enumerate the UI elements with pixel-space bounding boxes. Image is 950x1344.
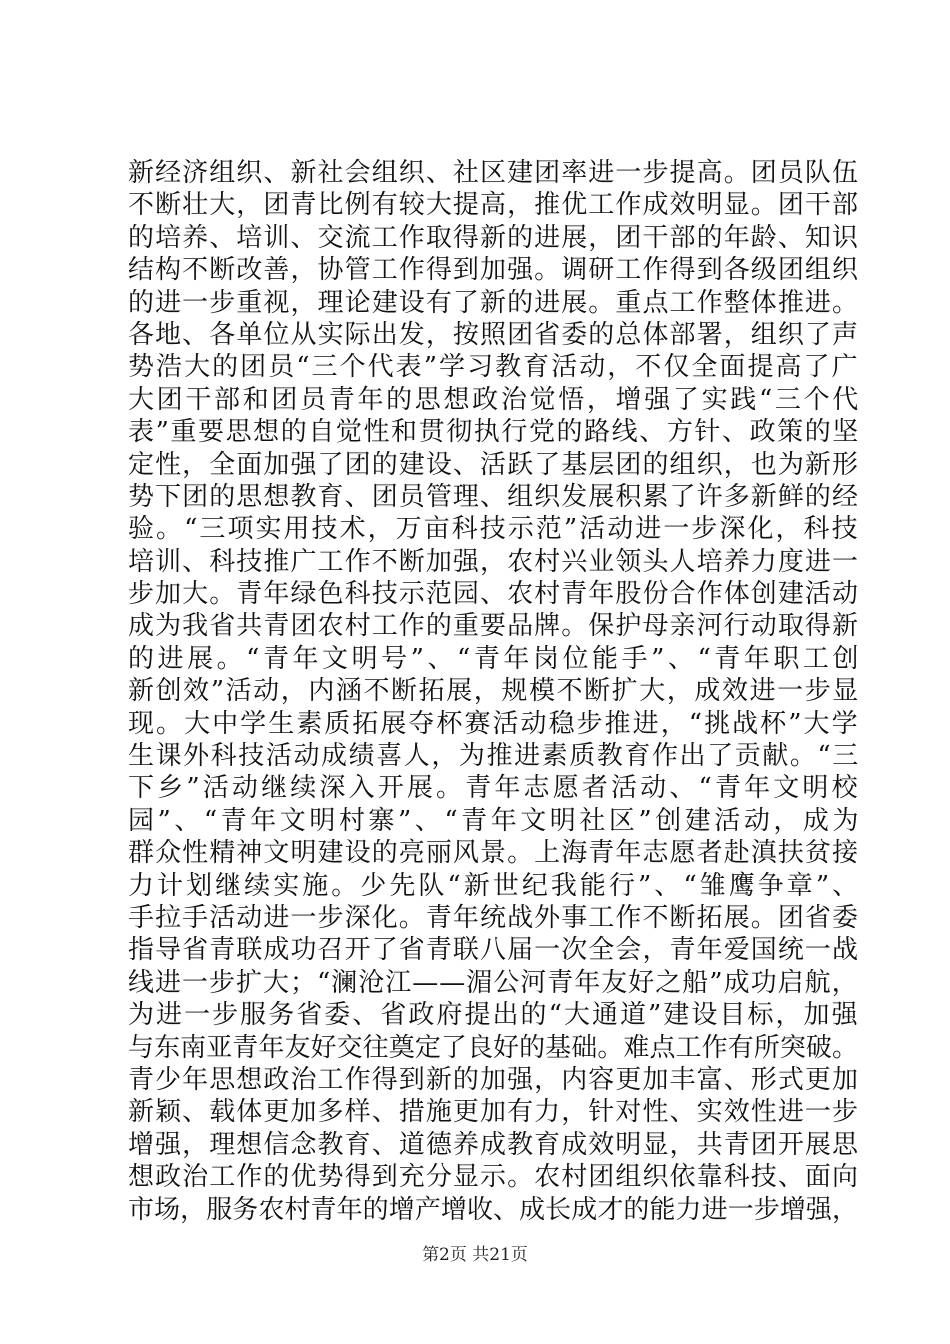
text-line: 增强，理想信念教育、道德养成教育成效明显，共青团开展思 bbox=[128, 1129, 860, 1160]
text-line: 新创效”活动，内涵不断拓展，规模不断扩大，成效进一步显 bbox=[128, 676, 860, 707]
text-line: 定性，全面加强了团的建设、活跃了基层团的组织，也为新形 bbox=[128, 449, 860, 480]
text-line: 现。大中学生素质拓展夺杯赛活动稳步推进，“挑战杯”大学 bbox=[128, 708, 860, 739]
text-line: 下乡”活动继续深入开展。青年志愿者活动、“青年文明校 bbox=[128, 773, 861, 804]
text-line: 园”、“青年文明村寨”、“青年文明社区”创建活动，成为 bbox=[128, 805, 862, 836]
text-line: 结构不断改善，协管工作得到加强。调研工作得到各级团组织 bbox=[128, 255, 860, 286]
text-line: 的进展。“青年文明号”、“青年岗位能手”、“青年职工创 bbox=[128, 643, 862, 674]
text-line: 青少年思想政治工作得到新的加强，内容更加丰富、形式更加 bbox=[128, 1064, 860, 1095]
text-line: 培训、科技推广工作不断加强，农村兴业领头人培养力度进一 bbox=[128, 546, 860, 577]
body-text bbox=[128, 157, 862, 1226]
text-line: 生课外科技活动成绩喜人，为推进素质教育作出了贡献。“三 bbox=[128, 741, 860, 772]
text-line: 想政治工作的优势得到充分显示。农村团组织依靠科技、面向 bbox=[128, 1162, 860, 1193]
text-line: 力计划继续实施。少先队“新世纪我能行”、“雏鹰争章”、 bbox=[128, 870, 862, 901]
text-line: 群众性精神文明建设的亮丽风景。上海青年志愿者赴滇扶贫接 bbox=[128, 838, 860, 869]
text-line: 大团干部和团员青年的思想政治觉悟，增强了实践“三个代 bbox=[128, 384, 861, 415]
text-line: 新经济组织、新社会组织、社区建团率进一步提高。团员队伍 bbox=[128, 158, 860, 188]
text-line: 步加大。青年绿色科技示范园、农村青年股份合作体创建活动 bbox=[128, 579, 860, 610]
text-line: 新颖、载体更加多样、措施更加有力，针对性、实效性进一步 bbox=[128, 1097, 860, 1128]
text-line: 指导省青联成功召开了省青联八届一次全会，青年爱国统一战 bbox=[128, 935, 860, 966]
text-line: 为进一步服务省委、省政府提出的“大通道”建设目标，加强 bbox=[128, 1000, 860, 1031]
text-line: 市场，服务农村青年的增产增收、成长成才的能力进一步增强， bbox=[128, 1194, 859, 1225]
text-line: 表”重要思想的自觉性和贯彻执行党的路线、方针、政策的坚 bbox=[128, 417, 860, 448]
text-line: 势浩大的团员“三个代表”学习教育活动，不仅全面提高了广 bbox=[128, 352, 860, 383]
text-line: 不断壮大，团青比例有较大提高，推优工作成效明显。团干部 bbox=[128, 190, 860, 221]
text-line: 手拉手活动进一步深化。青年统战外事工作不断拓展。团省委 bbox=[128, 902, 860, 933]
text-line: 成为我省共青团农村工作的重要品牌。保护母亲河行动取得新 bbox=[128, 611, 860, 642]
text-line: 的培养、培训、交流工作取得新的进展，团干部的年龄、知识 bbox=[128, 222, 860, 253]
text-line: 验。“三项实用技术，万亩科技示范”活动进一步深化，科技 bbox=[128, 514, 860, 545]
text-line: 的进一步重视，理论建设有了新的进展。重点工作整体推进。 bbox=[128, 287, 860, 318]
page-footer: 第2页 共21页 bbox=[422, 1245, 528, 1265]
text-line: 各地、各单位从实际出发，按照团省委的总体部署，组织了声 bbox=[128, 319, 860, 350]
text-line: 势下团的思想教育、团员管理、组织发展积累了许多新鲜的经 bbox=[128, 481, 860, 512]
text-line: 与东南亚青年友好交往奠定了良好的基础。难点工作有所突破。 bbox=[128, 1032, 859, 1063]
text-line: 线进一步扩大；“澜沧江——湄公河青年友好之船”成功启航， bbox=[128, 967, 859, 998]
